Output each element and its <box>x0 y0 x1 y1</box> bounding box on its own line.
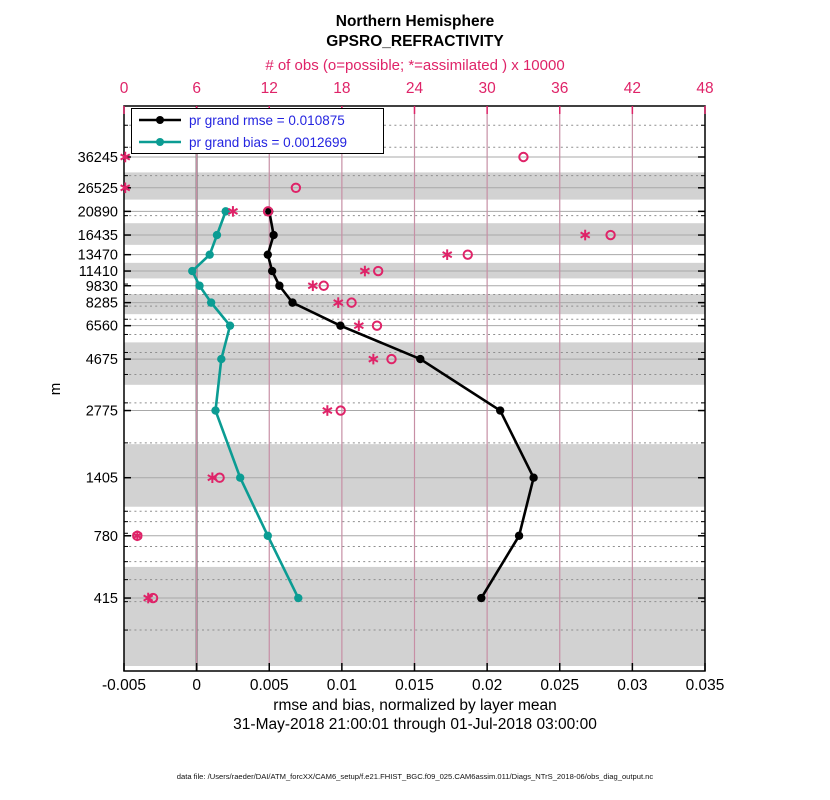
bottom-tick-label: 0.03 <box>617 677 648 694</box>
rmse-point <box>477 594 485 602</box>
left-tick-label: 26525 <box>77 180 118 197</box>
bottom-tick-label: 0.02 <box>472 677 503 694</box>
chart-title-line1: Northern Hemisphere <box>335 13 495 30</box>
top-tick-label: 18 <box>333 80 351 97</box>
rmse-point <box>496 406 504 414</box>
chart-title-line2: GPSRO_REFRACTIVITY <box>326 33 504 50</box>
rmse-point <box>529 474 537 482</box>
bias-point <box>294 594 302 602</box>
rmse-point <box>269 231 277 239</box>
top-tick-label: 30 <box>478 80 496 97</box>
date-range-label: 31-May-2018 21:00:01 through 01-Jul-2018 03:00:00 <box>233 716 597 733</box>
left-tick-label: 1405 <box>85 470 118 487</box>
legend-sample-rmse <box>138 115 182 125</box>
bias-point <box>188 267 196 275</box>
left-tick-label: 16435 <box>77 228 118 245</box>
bias-point <box>195 282 203 290</box>
legend-box <box>131 108 384 154</box>
bias-point <box>264 532 272 540</box>
bias-point <box>217 355 225 363</box>
rmse-point <box>288 298 296 306</box>
bottom-tick-label: 0.025 <box>540 677 580 694</box>
left-tick-label: 9830 <box>85 278 118 295</box>
legend-item-bias <box>132 132 383 152</box>
legend-label-bias: pr grand bias = 0.0012699 <box>189 134 347 150</box>
top-tick-label: 6 <box>192 80 201 97</box>
rmse-point <box>336 321 344 329</box>
data-file-footer: data file: /Users/raeder/DAI/ATM_forcXX/CAM6_setup/f.e21.FHIST_BGC.f09_025.CAM6assim.011/Diags_NTrS_2018-06/obs_diag_output.nc <box>176 772 654 781</box>
bias-point <box>236 474 244 482</box>
rmse-point <box>275 282 283 290</box>
bottom-tick-label: 0.015 <box>395 677 434 694</box>
rmse-point <box>515 532 523 540</box>
left-tick-label: 8285 <box>85 295 118 312</box>
left-tick-label: 11410 <box>78 264 118 281</box>
top-tick-label: 24 <box>405 80 424 97</box>
top-tick-label: 36 <box>551 80 569 97</box>
legend-label-rmse: pr grand rmse = 0.010875 <box>189 112 345 128</box>
top-tick-label: 42 <box>623 80 641 97</box>
left-tick-label: 780 <box>93 528 118 545</box>
bias-point <box>211 406 219 414</box>
top-tick-label: 0 <box>119 80 129 97</box>
bias-point <box>213 231 221 239</box>
bottom-tick-label: -0.005 <box>102 677 146 694</box>
rmse-point <box>416 355 424 363</box>
top-axis-label: # of obs (o=possible; *=assimilated ) x 10000 <box>265 57 565 74</box>
top-tick-label: 48 <box>696 80 714 97</box>
left-tick-label: 20890 <box>77 204 118 221</box>
left-tick-label: 36245 <box>77 150 118 166</box>
left-tick-label: 4675 <box>85 352 118 369</box>
legend-item-rmse <box>132 110 383 130</box>
left-tick-label: 13470 <box>77 247 118 264</box>
left-tick-label: 2775 <box>85 403 118 420</box>
legend-sample-bias <box>138 137 182 147</box>
left-tick-label: 6560 <box>85 318 118 335</box>
rmse-point <box>264 250 272 258</box>
y-axis-label: m <box>46 382 64 396</box>
bottom-tick-label: 0.01 <box>326 677 357 694</box>
left-tick-label: 415 <box>93 591 118 608</box>
rmse-point <box>268 267 276 275</box>
x-axis-label: rmse and bias, normalized by layer mean <box>273 697 557 714</box>
bottom-tick-label: 0.005 <box>249 677 289 694</box>
bottom-tick-label: 0 <box>192 677 201 694</box>
bias-point <box>226 321 234 329</box>
bias-point <box>207 298 215 306</box>
top-tick-label: 12 <box>260 80 278 97</box>
bias-point <box>205 250 213 258</box>
bottom-tick-label: 0.035 <box>685 677 725 694</box>
